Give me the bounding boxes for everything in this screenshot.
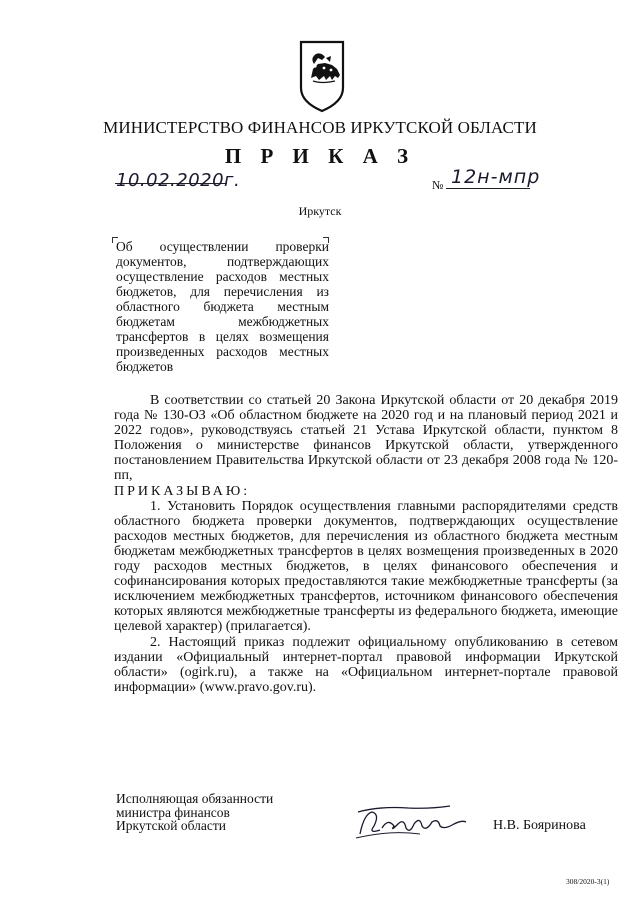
document-code: 308/2020-3(1) — [566, 877, 610, 886]
preamble-paragraph: В соответствии со статьей 20 Закона Иркутской области от 20 декабря 2019 года № 130-ОЗ «Об областном бюджете на 2020 год и на плановый период 2021 и 2022 годов», руководствуясь статьей 21 Устава Иркутской области, пунктом 8 Положения о министерстве финансов Иркутской области, утвержденного постановлением Правительства Иркутской области от 23 декабря 2008 года № 120-пп, — [114, 393, 618, 484]
document-subject: Об осуществлении проверки документов, подтверждающих осуществление расходов местных бюджетов, для перечисления из областного бюджета местным бюджетам межбюджетных трансфертов в целях возмещения произведенных расходов местных бюджетов — [116, 239, 329, 374]
order-item-1: 1. Установить Порядок осуществления главными распорядителями средств областного бюджета проверки документов, подтверждающих осуществление расходов местных бюджетов, для перечисления из областного бюджета местным бюджетам межбюджетных трансфертов в целях возмещения произведенных в 2020 году расходов местных бюджетов, в целях финансового обеспечения и софинансирования которых предоставляются такие межбюджетные трансферты (за исключением межбюджетных трансфертов, источником финансового обеспечения которых являются межбюджетные трансферты из федерального бюджета, имеющие целевой характер) (прилагается). — [114, 498, 618, 635]
document-number: 12н-мпр — [451, 166, 541, 188]
position-line-3: Иркутской области — [116, 818, 227, 833]
handwritten-signature — [350, 800, 472, 842]
signatory-name: Н.В. Бояринова — [493, 818, 586, 833]
ministry-name: МИНИСТЕРСТВО ФИНАНСОВ ИРКУТСКОЙ ОБЛАСТИ — [103, 118, 537, 137]
position-line-1: Исполняющая обязанности — [116, 791, 274, 806]
order-item-2: 2. Настоящий приказ подлежит официальному опубликованию в сетевом издании «Официальный интернет-портал правовой информации Иркутской области» (ogirk.ru), а также на «Официальном интернет-портале правовой информации» (www.pravo.gov.ru). — [114, 634, 618, 695]
signatory-position — [116, 792, 273, 833]
document-body — [114, 393, 618, 695]
coat-of-arms-icon — [297, 36, 347, 114]
number-underline — [446, 188, 530, 189]
order-word: ПРИКАЗЫВАЮ: — [114, 483, 251, 499]
document-date: 10.02.2020г. — [116, 170, 241, 191]
position-line-2: министра финансов — [116, 804, 230, 820]
document-type-title: П Р И К А З — [224, 144, 416, 168]
city-name: Иркутск — [298, 204, 342, 218]
number-label: № — [432, 178, 444, 192]
